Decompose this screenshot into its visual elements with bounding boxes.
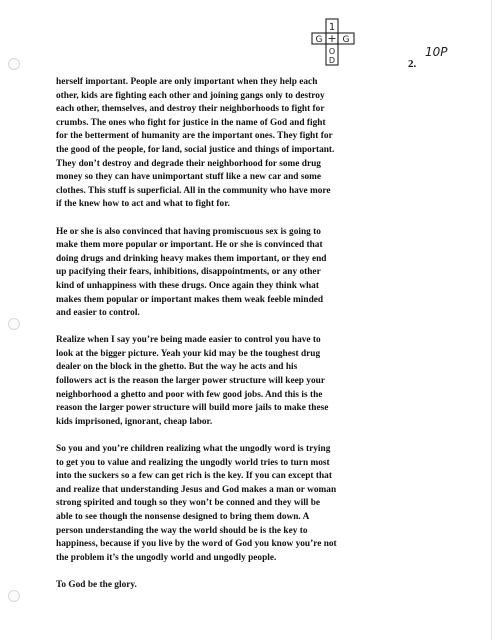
- paragraph: [56, 579, 428, 593]
- text-line: happiness, because if you live by the word of God you know you’re not: [56, 539, 337, 550]
- text-line: crumbs. The ones who fight for justice in the name of God and fight: [56, 117, 326, 128]
- page-number: 2.: [408, 58, 417, 70]
- mark-cross: +: [327, 32, 337, 45]
- mark-letter: 1: [328, 22, 336, 33]
- text-line: He or she is also convinced that having promiscuous sex is going to: [56, 226, 321, 237]
- text-line: money so they can have unimportant stuff like a new car and some: [56, 172, 322, 183]
- text-line: followers act is the reason the larger power structure will keep your: [56, 376, 325, 387]
- text-line: strong spirited and tough so they won’t be conned and they will be: [56, 498, 321, 509]
- mark-letter: G: [315, 35, 323, 45]
- text-line: make them more popular or important. He or she is convinced that: [56, 240, 323, 251]
- text-line: clothes. This stuff is superficial. All in the community who have more: [56, 185, 331, 196]
- text-line: the good of the people, for land, social justice and things of important.: [56, 144, 335, 155]
- text-line: the problem it’s the ungodly world and ungodly people.: [56, 552, 277, 563]
- text-line: dealer on the block in the ghetto. But the way he acts and his: [56, 362, 298, 373]
- mark-letter: O: [328, 47, 336, 56]
- punch-hole: [8, 318, 20, 330]
- page-edge: [491, 0, 492, 640]
- paragraph: [56, 443, 428, 565]
- text-line: for the betterment of humanity are the important ones. They fight for: [56, 131, 333, 142]
- handwritten-cross-mark: [309, 17, 361, 67]
- punch-hole: [8, 58, 20, 70]
- text-line: look at the bigger picture. Yeah your kid may be the toughest drug: [56, 348, 321, 359]
- mark-letter: G: [342, 35, 350, 45]
- paragraph: [56, 334, 428, 429]
- punch-hole: [8, 590, 20, 602]
- text-line: neighborhood a ghetto and poor with few good jobs. And this is the: [56, 389, 323, 400]
- text-line: reason the larger power structure will build more jails to make these: [56, 403, 329, 414]
- text-line: kids imprisoned, ignorant, cheap labor.: [56, 416, 213, 427]
- text-line: So you and you’re children realizing what the ungodly word is trying: [56, 444, 331, 455]
- text-line: To God be the glory.: [56, 579, 137, 590]
- text-line: They don’t destroy and degrade their neighborhood for some drug: [56, 158, 321, 169]
- text-line: herself important. People are only important when they help each: [56, 77, 318, 87]
- text-line: doing drugs and drinking heavy makes them important, or they end: [56, 253, 327, 264]
- text-line: person understanding the way the world should be is the key to: [56, 525, 308, 536]
- text-line: other, kids are fighting each other and joining gangs only to destroy: [56, 90, 325, 101]
- text-line: and easier to control.: [56, 308, 140, 319]
- text-line: able to see though the nonsense designed to bring them down. A: [56, 512, 310, 522]
- text-line: and realize that understanding Jesus and God makes a man or woman: [56, 484, 337, 495]
- text-line: kind of unhappiness with these drugs. Once again they think what: [56, 280, 319, 291]
- text-line: to get you to value and realizing the ungodly world tries to turn most: [56, 457, 330, 468]
- paragraph: [56, 76, 428, 212]
- text-line: makes them popular or important makes them weak feeble minded: [56, 294, 324, 305]
- paragraph: [56, 226, 428, 321]
- text-line: each other, themselves, and destroy their neighborhoods to fight for: [56, 104, 325, 115]
- text-line: Realize when I say you’re being made easier to control you have to: [56, 335, 321, 346]
- mark-letter: D: [328, 56, 336, 65]
- text-line: into the suckers so a few can get rich is the key. If you can except that: [56, 471, 332, 482]
- text-line: up pacifying their fears, inhibitions, disappointments, or any other: [56, 267, 321, 278]
- handwritten-page-note: 10P: [425, 45, 448, 59]
- document-body: [56, 76, 428, 606]
- text-line: if the knew how to act and what to fight for.: [56, 199, 230, 210]
